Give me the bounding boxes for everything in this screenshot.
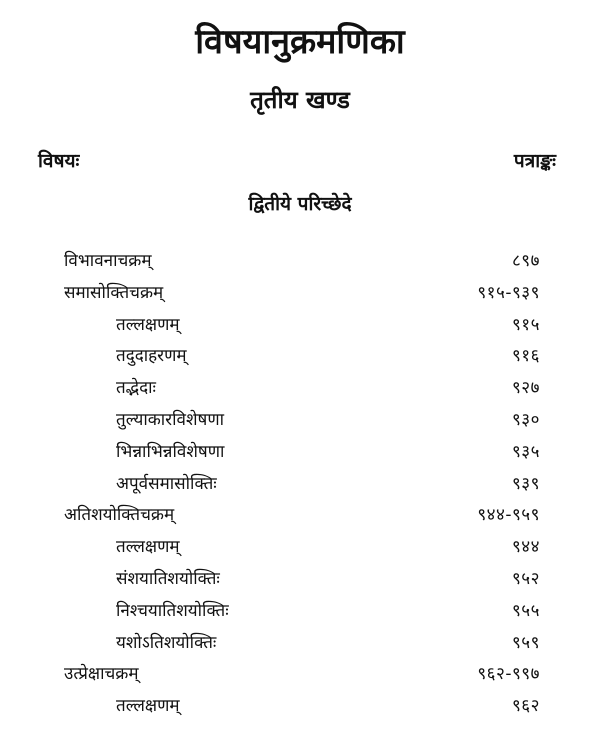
toc-entry [0,500,600,532]
toc-entries [0,246,600,723]
page-title: विषयानुक्रमणिका [195,22,405,62]
entry-label: भिन्नाभिन्नविशेषणा [116,441,225,462]
entry-page-number: ९५२ [511,568,540,589]
entry-label: अपूर्वसमासोक्तिः [116,473,217,494]
entry-label: निश्चयातिशयोक्तिः [116,600,229,621]
toc-subentry [0,691,600,723]
entry-label: तुल्याकारविशेषणा [116,409,225,430]
entry-label: यशोऽतिशयोक्तिः [116,632,217,653]
toc-subentry [0,310,600,342]
entry-label: उत्प्रेक्षाचक्रम् [64,664,139,685]
page-column-header: पत्राङ्कः [513,150,556,172]
entry-label: विभावनाचक्रम् [64,251,152,271]
section-heading: द्वितीये परिच्छेदे [248,193,352,215]
toc-subentry [0,532,600,564]
toc-subentry [0,341,600,373]
entry-label: संशयातिशयोक्तिः [116,568,220,589]
entry-page-number: ९३९ [511,473,540,494]
toc-subentry [0,405,600,437]
entry-label: अतिशयोक्तिचक्रम् [64,505,175,526]
toc-entry [0,659,600,691]
toc-entry [0,278,600,310]
entry-page-number: ९६२-९९७ [477,664,540,685]
subject-column-header: विषयः [38,150,80,172]
volume-subtitle: तृतीय खण्ड [250,86,350,114]
entry-label: तदुदाहरणम् [116,346,187,367]
entry-label: समासोक्तिचक्रम् [64,282,164,303]
toc-subentry [0,469,600,501]
toc-subentry [0,437,600,469]
entry-label: तद्भेदाः [116,378,156,399]
toc-entry [0,246,600,278]
toc-subentry [0,373,600,405]
entry-label: तल्लक्षणम् [116,696,180,717]
entry-page-number: ९६२ [511,696,540,717]
entry-page-number: ९४४ [511,537,540,558]
entry-page-number: ९३० [511,409,540,430]
entry-page-number: ९१५-९३९ [477,282,540,303]
entry-page-number: ९२७ [511,378,540,399]
entry-page-number: ८९७ [511,251,540,271]
entry-label: तल्लक्षणम् [116,314,180,335]
entry-page-number: ९१६ [511,346,540,367]
entry-page-number: ९५५ [511,600,540,621]
toc-subentry [0,628,600,660]
entry-page-number: ९४४-९५९ [477,505,540,526]
entry-page-number: ९३५ [511,441,540,462]
entry-label: तल्लक्षणम् [116,537,180,558]
toc-subentry [0,564,600,596]
entry-page-number: ९५९ [511,632,540,653]
toc-subentry [0,596,600,628]
entry-page-number: ९१५ [511,314,540,335]
